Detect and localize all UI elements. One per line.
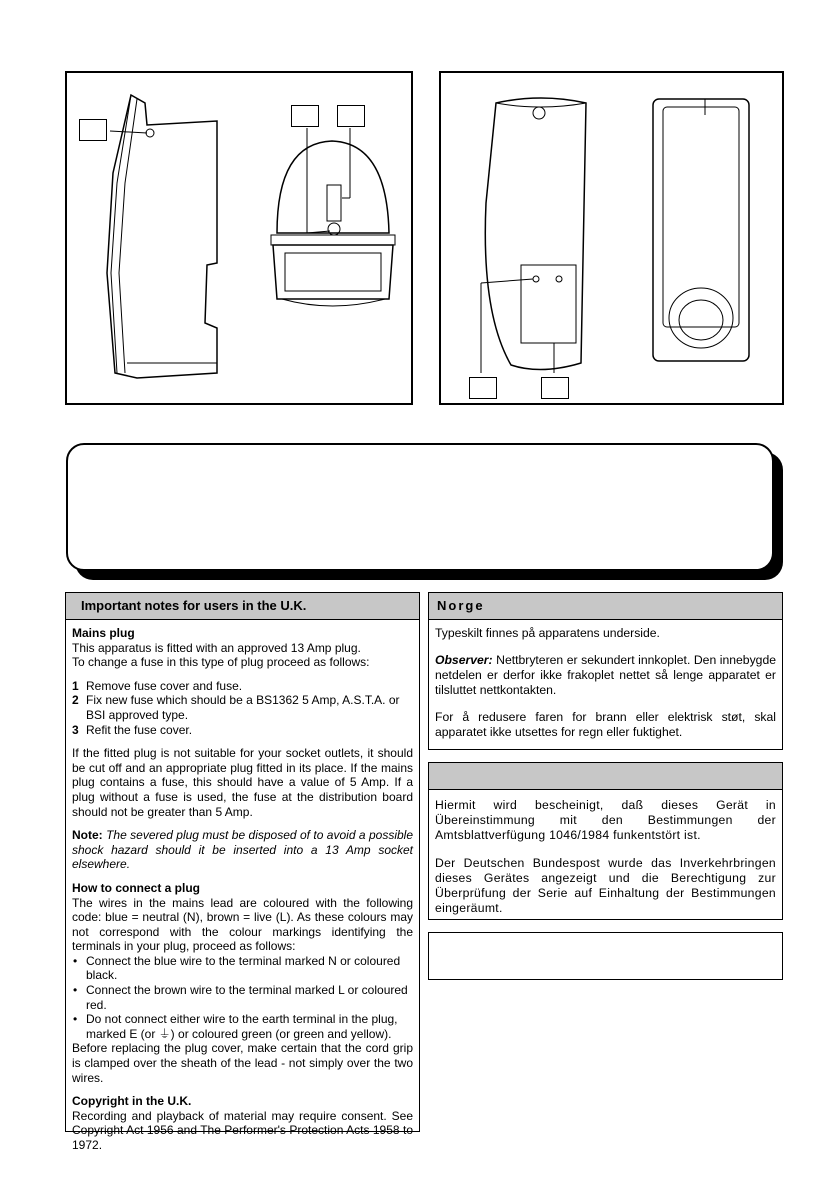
speaker-rear-and-front-drawing — [441, 73, 782, 403]
observer-label: Observer: — [435, 653, 493, 667]
step-text: Remove fuse cover and fuse. — [86, 678, 243, 693]
norge-paragraph-3: For å redusere faren for brann eller elektrisk støt, skal apparatet ikke utsettes for regn eller fuktighet. — [435, 710, 776, 739]
uk-notes-body — [66, 620, 419, 1153]
list-item: • Do not connect either wire to the earth terminal in the plug, marked E (or ⏚) or coloured green (or green and yellow). — [72, 1012, 413, 1041]
fitted-plug-paragraph: If the fitted plug is not suitable for your socket outlets, it should be cut off and an appropriate plug fitted in its place. If the mains plug contains a fuse, this should have a value of 5 Amp. If a plug without a fuse is used, the fuse at the distribution board should not be greater than 5 Amp. — [72, 746, 413, 819]
copyright-heading: Copyright in the U.K. — [72, 1094, 192, 1109]
callout-box-4 — [469, 377, 497, 399]
step-number: 2 — [72, 693, 79, 708]
note-text: The severed plug must be disposed of to avoid a possible shock hazard should it be inserted into a 13 Amp socket elsewhere. — [72, 828, 414, 872]
cover-paragraph: Before replacing the plug cover, make certain that the cord grip is clamped over the sheath of the lead - not simply over the two wires. — [72, 1041, 413, 1085]
norge-paragraph-2 — [435, 653, 776, 698]
wire-bullets-list — [72, 954, 413, 1042]
norge-body — [429, 620, 782, 740]
figure-left — [65, 71, 413, 405]
notice-box — [66, 443, 774, 571]
list-item: • Connect the blue wire to the terminal marked N or coloured black. — [72, 954, 413, 983]
callout-box-2 — [291, 105, 319, 127]
uk-notes-panel — [65, 592, 420, 1152]
german-body — [429, 790, 782, 916]
copyright-text: Recording and playback of material may require consent. See Copyright Act 1956 and The Performer's Protection Acts 1958 to 1972. — [72, 1108, 413, 1152]
callout-box-3 — [337, 105, 365, 127]
german-paragraph-1: Hiermit wird bescheinigt, daß dieses Gerät in Übereinstimmung mit den Bestimmungen der Amtsblattverfügung 1046/1984 funkentstört ist. — [435, 798, 776, 843]
observer-text: Nettbryteren er sekundert innkoplet. Den innebygde netdelen er derfor ikke frakoplet nettet så lenge apparatet er tilsluttet nettkontakten. — [435, 653, 776, 697]
connect-plug-text: The wires in the mains lead are coloured with the following code: blue = neutral (N), brown = live (L). As these colours may not correspond with the colour markings identifying the terminals in your plug, proceed as follows: — [72, 895, 413, 954]
connect-plug-heading: How to connect a plug — [72, 880, 200, 895]
mains-line-1: This apparatus is fitted with an approved 13 Amp plug. — [72, 640, 361, 655]
step-text: Refit the fuse cover. — [86, 722, 193, 737]
callout-box-1 — [79, 119, 107, 141]
list-item — [72, 723, 413, 738]
step-number: 1 — [72, 678, 79, 693]
list-item: • Connect the brown wire to the terminal marked L or coloured red. — [72, 983, 413, 1012]
mains-plug-heading: Mains plug — [72, 626, 135, 640]
norge-panel — [428, 592, 783, 750]
german-title — [429, 763, 782, 790]
list-item — [72, 693, 413, 722]
figure-right — [439, 71, 784, 405]
uk-notes-title-text: Important notes for users in the U.K. — [81, 598, 307, 613]
norge-paragraph-1: Typeskilt finnes på apparatens underside. — [435, 626, 660, 640]
norge-title-text: Norge — [437, 598, 485, 613]
empty-panel — [428, 932, 783, 980]
norge-title — [429, 593, 782, 620]
german-panel — [428, 762, 783, 920]
uk-notes-title — [66, 593, 419, 620]
german-paragraph-2: Der Deutschen Bundespost wurde das Inverkehrbringen dieses Gerätes angezeigt und die Berechtigung zur Überprüfung der Serie auf Einhaltung der Bestimmungen eingeräumt. — [435, 855, 776, 916]
list-item — [72, 679, 413, 694]
mains-line-2: To change a fuse in this type of plug proceed as follows: — [72, 655, 370, 670]
step-text: Fix new fuse which should be a BS1362 5 Amp, A.S.T.A. or BSI approved type. — [86, 693, 400, 722]
note-label: Note: — [72, 828, 103, 843]
fuse-steps-list — [72, 679, 413, 737]
callout-box-5 — [541, 377, 569, 399]
note-paragraph — [72, 828, 413, 872]
step-number: 3 — [72, 722, 79, 737]
